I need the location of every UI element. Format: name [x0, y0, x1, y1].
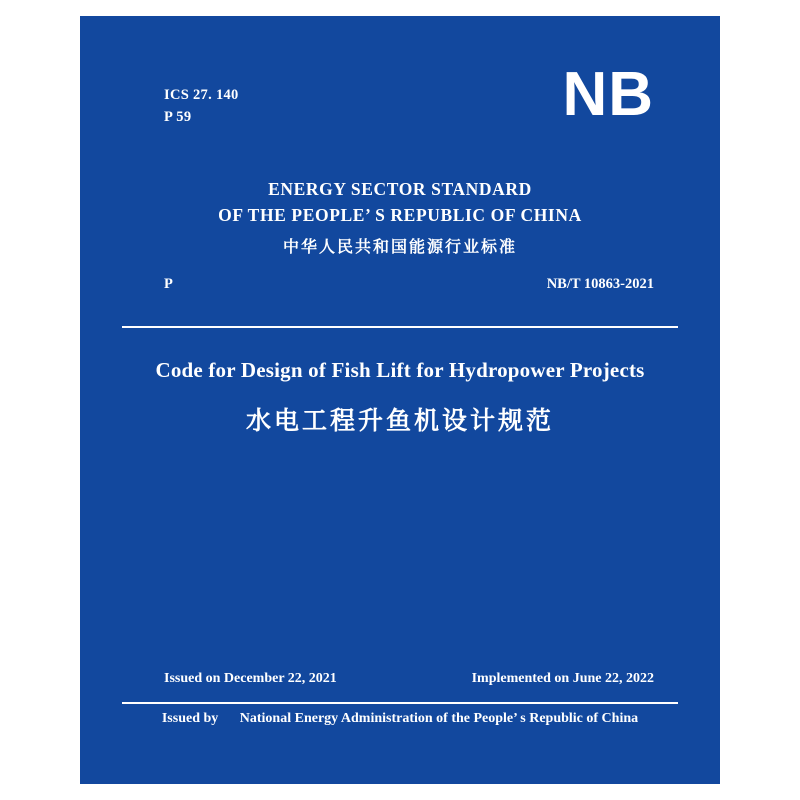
issued-by-label: Issued by	[161, 711, 219, 726]
ics-number: ICS 27. 140	[164, 87, 239, 103]
nb-logo: NB	[562, 60, 654, 129]
standard-cover-page	[80, 16, 720, 784]
divider-top	[122, 326, 678, 328]
divider-bottom	[122, 702, 678, 704]
organization-line-2: OF THE PEOPLE’ S REPUBLIC OF CHINA	[218, 205, 582, 226]
dates-row	[164, 671, 654, 687]
issuing-organization-block	[80, 176, 720, 257]
standard-code-row	[164, 276, 654, 293]
implemented-date: Implemented on June 22, 2022	[471, 671, 654, 686]
organization-line-1: ENERGY SECTOR STANDARD	[268, 179, 532, 199]
title-english: Code for Design of Fish Lift for Hydropower Projects	[155, 358, 645, 382]
title-block	[80, 358, 720, 437]
issuer-row	[80, 711, 720, 727]
ics-classification-block	[164, 84, 239, 129]
issued-date: Issued on December 22, 2021	[164, 671, 337, 686]
organization-chinese: 中华人民共和国能源行业标准	[282, 236, 517, 256]
issued-by-value: National Energy Administration of the People’ s Republic of China	[239, 711, 639, 726]
classification-code: P 59	[164, 109, 192, 126]
category-letter: P	[164, 276, 173, 292]
standard-number: NB/T 10863-2021	[546, 276, 654, 292]
title-chinese: 水电工程升鱼机设计规范	[245, 406, 554, 435]
